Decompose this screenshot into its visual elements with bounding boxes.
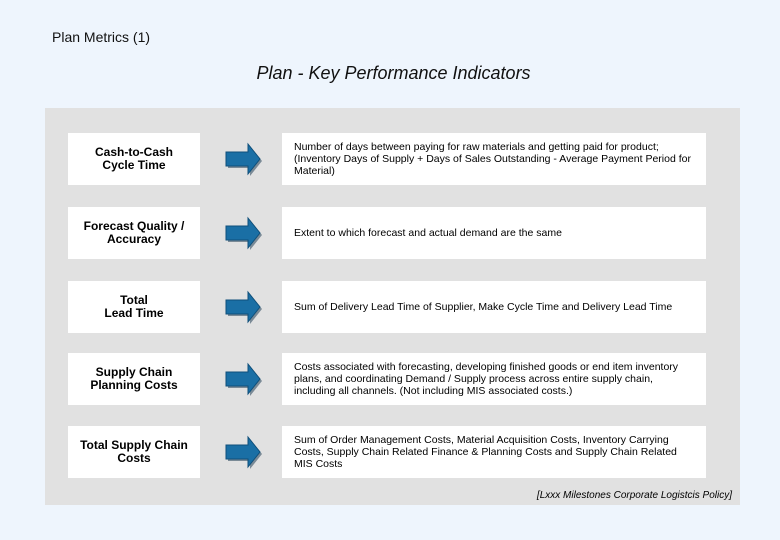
slide-title: Plan - Key Performance Indicators [256,63,531,83]
kpi-description: Costs associated with forecasting, developing finished goods or end item inventory plans, and coordinating Demand / Supply process across entire supply chain, including all channels. (Not including MIS associated costs.) [282,353,706,405]
kpi-name: Total Supply Chain Costs [68,426,200,478]
right-arrow-icon [224,362,262,398]
kpi-row [45,426,740,478]
corner-title: Plan Metrics (1) [52,29,151,45]
kpi-row [45,281,740,333]
kpi-row [45,133,740,185]
kpi-name: Total Lead Time [68,281,200,333]
source-note: [Lxxx Milestones Corporate Logistcis Policy] [536,490,732,501]
kpi-name: Supply Chain Planning Costs [68,353,200,405]
right-arrow-icon [224,435,262,471]
kpi-row [45,353,740,405]
right-arrow-icon [224,142,262,178]
kpi-row [45,207,740,259]
right-arrow-icon [224,216,262,252]
kpi-description: Number of days between paying for raw materials and getting paid for product; (Inventory Days of Supply + Days of Sales Outstanding - Average Payment Period for Material) [282,133,706,185]
kpi-name: Cash-to-Cash Cycle Time [68,133,200,185]
kpi-description: Sum of Delivery Lead Time of Supplier, Make Cycle Time and Delivery Lead Time [282,281,706,333]
kpi-panel [45,108,740,505]
kpi-description: Extent to which forecast and actual demand are the same [282,207,706,259]
right-arrow-icon [224,290,262,326]
kpi-name: Forecast Quality / Accuracy [68,207,200,259]
kpi-description: Sum of Order Management Costs, Material Acquisition Costs, Inventory Carrying Costs, Supply Chain Related Finance & Planning Costs and Supply Chain Related MIS Costs [282,426,706,478]
